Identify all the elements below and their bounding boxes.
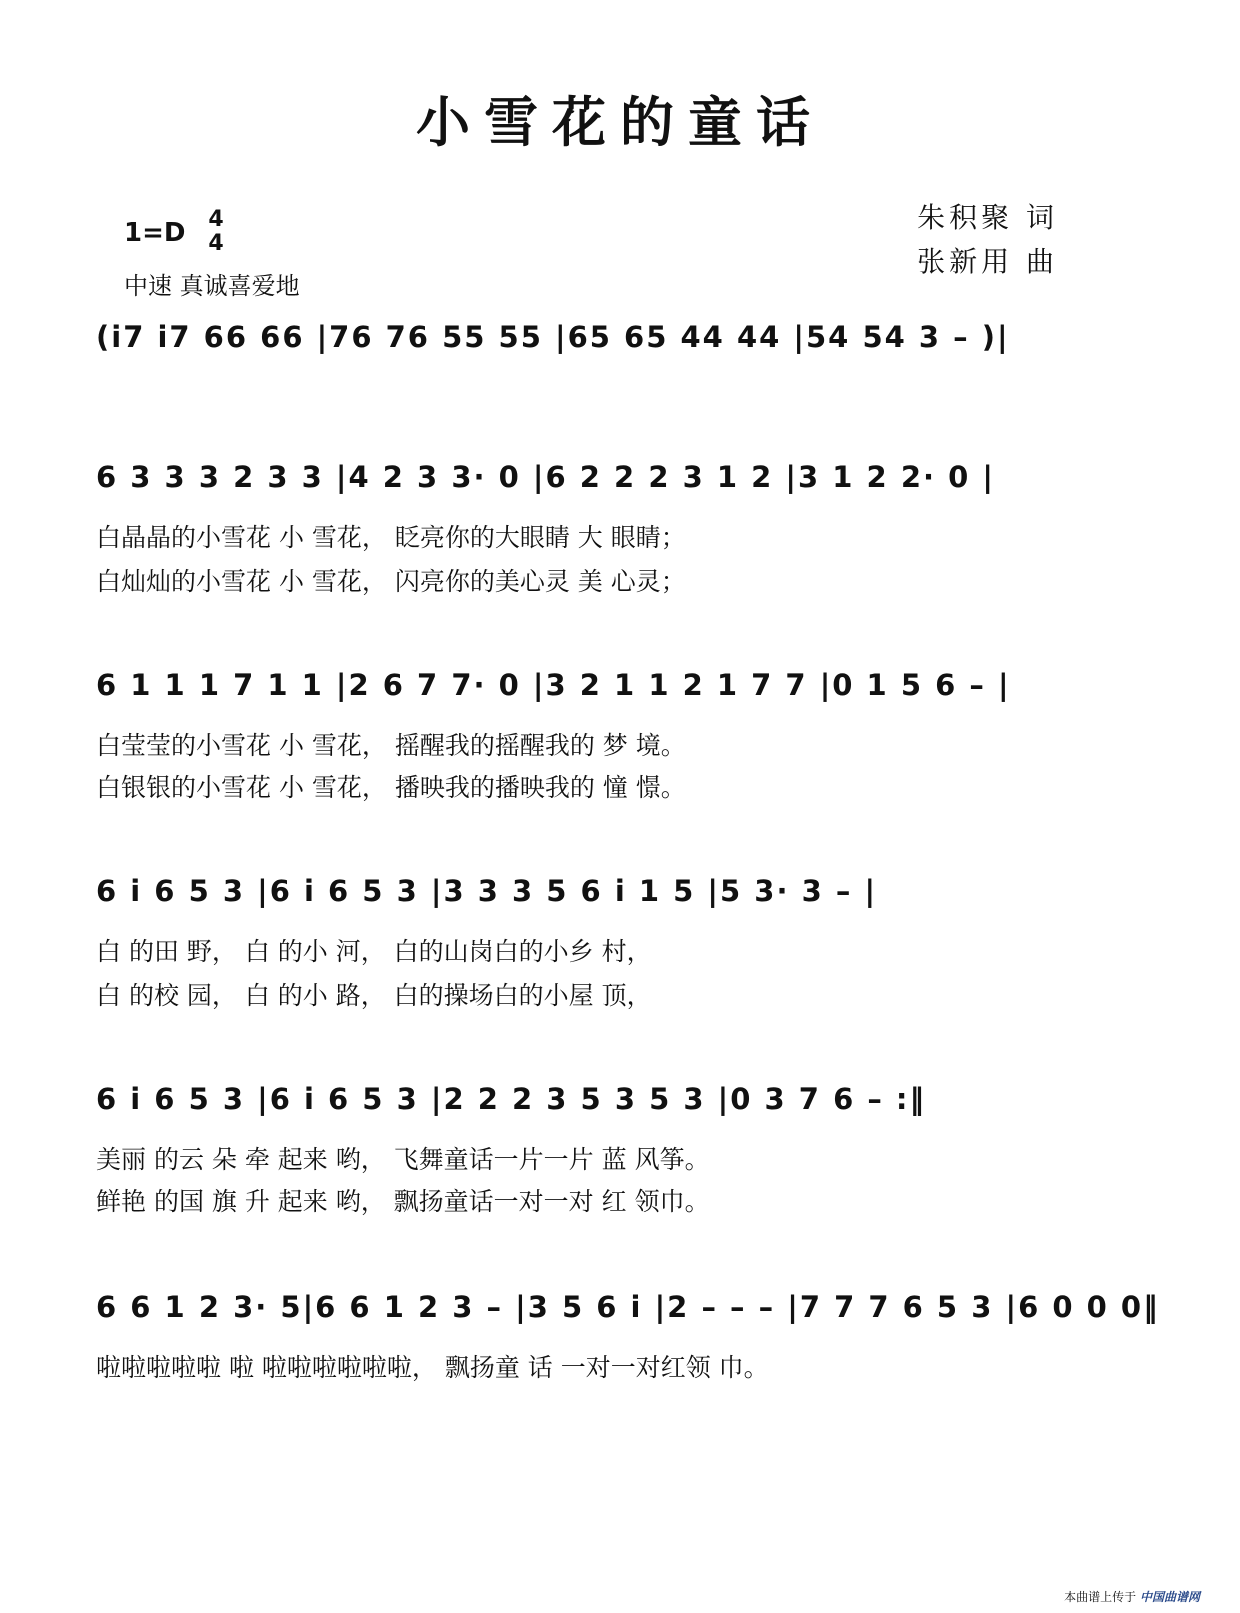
notation-line-5: 6 6 1 2 3· 5|6 6 1 2 3 – |3 5 6 i |2 – – – |7 7 7 6 5 3 |6 0 0 0‖ (96, 1290, 1160, 1324)
notation-line-0: (i7 i7 66 66 |76 76 55 55 |65 65 44 44 |54 54 3 – )| (96, 320, 1010, 354)
upload-footer (1064, 1588, 1200, 1605)
lyric-line-3-verse-1: 白 的田 野， 白 的小 河， 白的山岗白的小乡 村， (96, 937, 652, 966)
notation-line-1: 6 3 3 3 2 3 3 |4 2 3 3· 0 |6 2 2 2 3 1 2 |3 1 2 2· 0 | (96, 460, 995, 494)
lyric-line-2-verse-1: 白莹莹的小雪花 小 雪花， 摇醒我的摇醒我的 梦 境。 (96, 731, 686, 760)
time-sig-top: 4 (208, 207, 224, 232)
lyric-line-5-verse-1: 啦啦啦啦啦 啦 啦啦啦啦啦啦， 飘扬童 话 一对一对红领 巾。 (96, 1353, 769, 1382)
lyric-line-1-verse-1: 白晶晶的小雪花 小 雪花， 眨亮你的大眼睛 大 眼睛； (96, 523, 686, 552)
lyric-line-4-verse-1: 美丽 的云 朵 牵 起来 哟， 飞舞童话一片一片 蓝 风筝。 (96, 1145, 710, 1174)
notation-line-3: 6 i 6 5 3 |6 i 6 5 3 |3 3 3 5 6 i 1 5 |5 3· 3 – | (96, 874, 878, 908)
footer-site-link[interactable]: 中国曲谱网 (1139, 1590, 1200, 1604)
notation-line-2: 6 1 1 1 7 1 1 |2 6 7 7· 0 |3 2 1 1 2 1 7 7 |0 1 5 6 – | (96, 668, 1011, 702)
key-signature: 1=D (124, 218, 186, 248)
lyric-line-1-verse-2: 白灿灿的小雪花 小 雪花， 闪亮你的美心灵 美 心灵； (96, 567, 686, 596)
lyric-line-3-verse-2: 白 的校 园， 白 的小 路， 白的操场白的小屋 顶， (96, 981, 652, 1010)
lyric-line-4-verse-2: 鲜艳 的国 旗 升 起来 哟， 飘扬童话一对一对 红 领巾。 (96, 1187, 710, 1216)
notation-line-4: 6 i 6 5 3 |6 i 6 5 3 |2 2 2 3 5 3 5 3 |0 3 7 6 – :‖ (96, 1082, 927, 1116)
time-sig-bottom: 4 (208, 231, 224, 256)
composer-credit: 张新用 曲 (917, 245, 1058, 278)
tempo-marking: 中速 真诚喜爱地 (124, 272, 300, 300)
footer-prefix: 本曲谱上传于 (1064, 1590, 1137, 1604)
page-title: 小雪花的童话 (416, 90, 824, 154)
time-signature (206, 208, 226, 256)
lyricist-credit: 朱积聚 词 (917, 201, 1058, 234)
lyric-line-2-verse-2: 白银银的小雪花 小 雪花， 播映我的播映我的 憧 憬。 (96, 773, 686, 802)
